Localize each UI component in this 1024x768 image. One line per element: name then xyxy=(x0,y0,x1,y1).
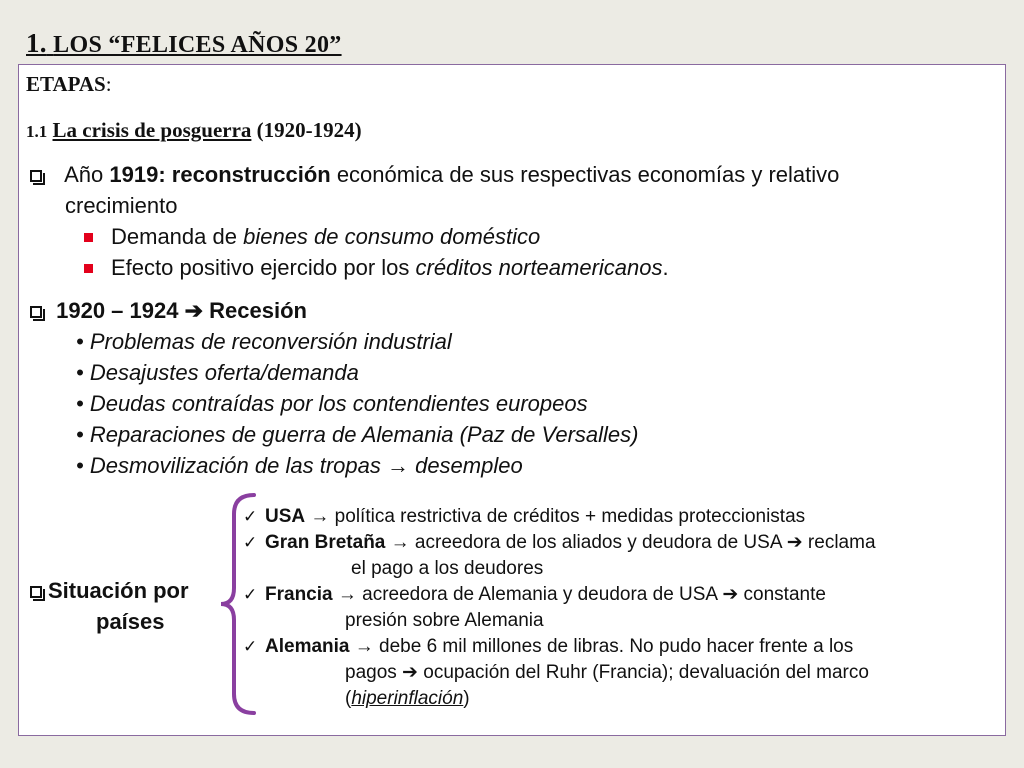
arrow-right-icon: → xyxy=(310,506,330,527)
checkbox-outline-icon xyxy=(30,170,42,182)
section-title: La crisis de posguerra xyxy=(52,118,252,142)
bullet-1919 xyxy=(30,162,839,188)
recesion-item-text: Deudas contraídas por los contendientes europeos xyxy=(89,391,588,416)
sub2-end: . xyxy=(662,255,669,280)
b1-prefix: Año xyxy=(64,162,110,187)
paren-open: ( xyxy=(345,688,352,709)
checkbox-outline-icon xyxy=(30,306,42,318)
arrow-right-icon: → xyxy=(390,532,410,553)
bullet-situacion xyxy=(30,578,189,604)
section-years: (1920-1924) xyxy=(256,118,362,142)
country-text: pagos xyxy=(345,662,403,683)
arrow-right-icon: ➔ xyxy=(184,298,204,323)
sub1-plain: Demanda de xyxy=(111,224,244,249)
hiperinflacion-text: hiperinflación xyxy=(351,688,464,709)
red-square-icon xyxy=(84,264,93,273)
country-name: Alemania xyxy=(265,636,350,657)
checkbox-outline-icon xyxy=(30,586,42,598)
red-square-icon xyxy=(84,233,93,242)
arrow-right-icon: ➔ xyxy=(722,584,739,605)
checkmark-icon: ✓ xyxy=(243,533,258,552)
situacion-line1: Situación por xyxy=(48,578,189,603)
sub1-ital: bienes de consumo doméstico xyxy=(243,224,541,249)
country-gran-bretana-cont: el pago a los deudores xyxy=(351,558,544,579)
arrow-right-icon: ➔ xyxy=(786,532,803,553)
country-gran-bretana xyxy=(243,530,876,556)
country-name: Francia xyxy=(265,584,333,605)
paren-close: ) xyxy=(463,688,470,709)
country-usa xyxy=(243,504,876,530)
recesion-item-tail: desempleo xyxy=(408,453,523,478)
arrow-right-icon: → xyxy=(337,584,357,605)
b2-years: 1920 – 1924 xyxy=(56,298,179,323)
country-francia-cont: presión sobre Alemania xyxy=(345,610,544,631)
recesion-item-text: Desmovilización de las tropas xyxy=(89,453,387,478)
country-text: reclama xyxy=(802,532,876,553)
bullet-recesion xyxy=(30,298,307,324)
country-text: debe 6 mil millones de libras. No pudo hacer frente a los xyxy=(373,636,854,657)
recesion-item-2: • Desajustes oferta/demanda xyxy=(76,360,359,385)
country-text: acreedora de los aliados y deudora de USA xyxy=(409,532,787,553)
country-text: política restrictiva de créditos + medidas proteccionistas xyxy=(329,506,806,527)
etapas-label: ETAPAS xyxy=(26,72,106,96)
country-name: Gran Bretaña xyxy=(265,532,386,553)
b2-label: Recesión xyxy=(209,298,307,323)
recesion-item-4: • Reparaciones de guerra de Alemania (Paz de Versalles) xyxy=(76,422,639,447)
checkmark-icon: ✓ xyxy=(243,507,258,526)
sub-bullet-demanda xyxy=(84,224,540,250)
sub2-plain: Efecto positivo ejercido por los xyxy=(111,255,416,280)
sub2-ital: créditos norteamericanos xyxy=(415,255,663,280)
recesion-item-5: • Desmovilización de las tropas → desempleo xyxy=(76,453,523,478)
country-alemania-cont xyxy=(243,660,876,686)
arrow-right-icon: → xyxy=(386,453,409,478)
country-alemania xyxy=(243,634,876,660)
country-name: USA xyxy=(265,506,306,527)
sub-bullet-efecto xyxy=(84,255,669,281)
recesion-item-text: Reparaciones de guerra de Alemania (Paz de Versalles) xyxy=(89,422,639,447)
section-number: 1.1 xyxy=(26,122,48,141)
checkmark-icon: ✓ xyxy=(243,585,258,604)
etapas-heading xyxy=(26,72,112,97)
bullet-1919-cont: crecimiento xyxy=(65,193,178,218)
country-text: constante xyxy=(738,584,826,605)
recesion-item-3: • Deudas contraídas por los contendientes europeos xyxy=(76,391,588,416)
etapas-colon: : xyxy=(105,72,112,96)
b1-rest: económica de sus respectivas economías y relativo xyxy=(330,162,840,187)
arrow-right-icon: → xyxy=(354,636,374,657)
country-alemania-cont2 xyxy=(243,686,876,712)
title-text: LOS “FELICES AÑOS 20” xyxy=(53,32,342,58)
recesion-item-text: Desajustes oferta/demanda xyxy=(89,360,359,385)
section-heading xyxy=(26,118,362,143)
country-text: acreedora de Alemania y deudora de USA xyxy=(356,584,723,605)
recesion-item-1: • Problemas de reconversión industrial xyxy=(76,329,452,354)
country-francia xyxy=(243,582,876,608)
b1-year: 1919: reconstrucción xyxy=(109,162,331,187)
checkmark-icon: ✓ xyxy=(243,637,258,656)
situacion-line2: países xyxy=(96,609,165,634)
slide-title xyxy=(26,28,342,59)
country-text: ocupación del Ruhr (Francia); devaluación del marco xyxy=(417,662,869,683)
title-number: 1. xyxy=(26,28,47,58)
recesion-item-text: Problemas de reconversión industrial xyxy=(89,329,452,354)
arrow-right-icon: ➔ xyxy=(402,662,418,683)
countries-list xyxy=(243,504,876,712)
